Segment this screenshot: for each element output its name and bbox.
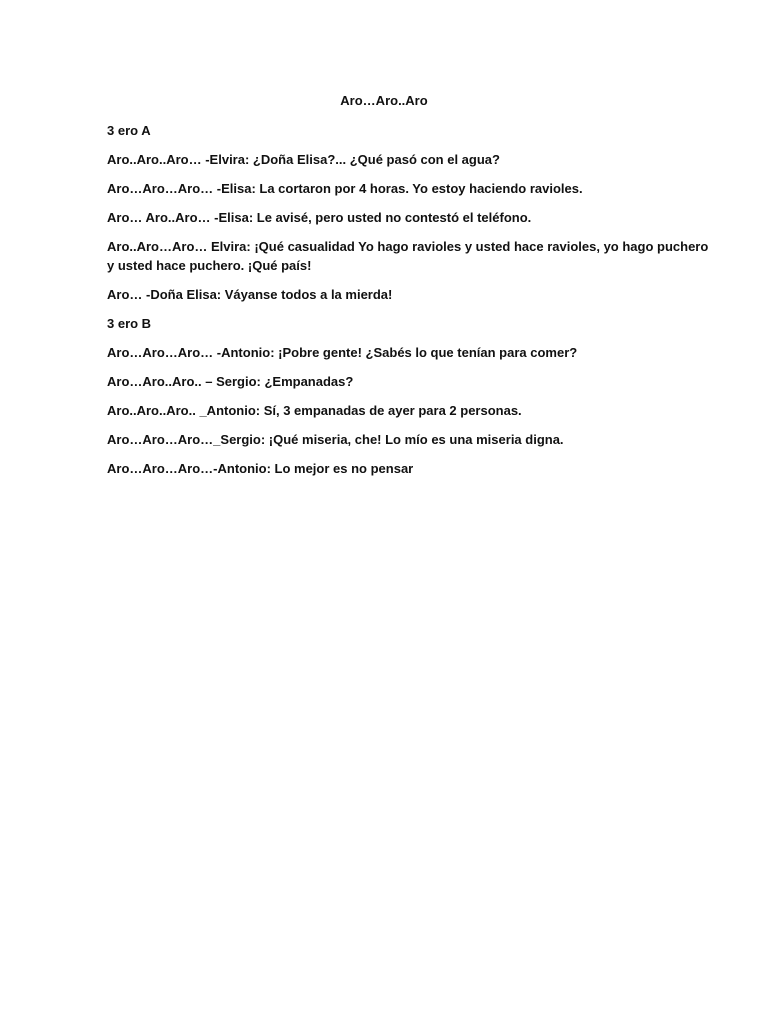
dialogue-line: Aro… Aro..Aro… -Elisa: Le avisé, pero usted no contestó el teléfono.: [107, 210, 532, 225]
section-heading-3-ero-a: 3 ero A: [107, 123, 151, 138]
section-heading-3-ero-b: 3 ero B: [107, 316, 152, 331]
dialogue-line: Aro…Aro…Aro…_Sergio: ¡Qué miseria, che! Lo mío es una miseria digna.: [107, 432, 564, 447]
dialogue-line: Aro…Aro…Aro…-Antonio: Lo mejor es no pensar: [107, 461, 414, 476]
dialogue-line: Aro..Aro..Aro.. _Antonio: Sí, 3 empanadas de ayer para 2 personas.: [107, 403, 522, 418]
dialogue-line: Aro… -Doña Elisa: Váyanse todos a la mierda!: [107, 287, 393, 302]
dialogue-line: Aro..Aro..Aro… -Elvira: ¿Doña Elisa?... ¿Qué pasó con el agua?: [107, 152, 500, 167]
dialogue-line: Aro…Aro…Aro… -Elisa: La cortaron por 4 horas. Yo estoy haciendo ravioles.: [107, 181, 583, 196]
dialogue-line-continuation: y usted hace puchero. ¡Qué país!: [107, 258, 312, 273]
dialogue-line: Aro…Aro…Aro… -Antonio: ¡Pobre gente! ¿Sabés lo que tenían para comer?: [107, 345, 578, 360]
document-title: Aro…Aro..Aro: [340, 93, 428, 108]
dialogue-line: Aro..Aro…Aro… Elvira: ¡Qué casualidad Yo hago ravioles y usted hace ravioles, yo hago puchero: [107, 239, 709, 254]
dialogue-line: Aro…Aro..Aro.. – Sergio: ¿Empanadas?: [107, 374, 354, 389]
